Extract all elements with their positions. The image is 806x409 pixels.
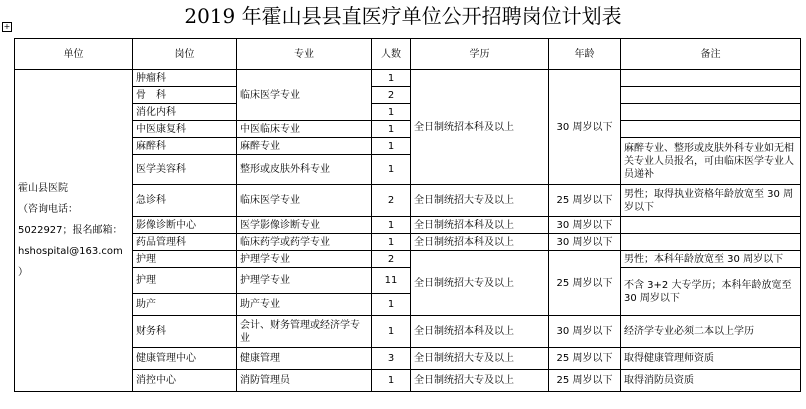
note-cell: 麻醉专业、整形或皮肤外科专业如无相关专业人员报名，可由临床医学专业人员递补: [621, 138, 801, 185]
count-cell: 11: [372, 268, 411, 294]
post-cell: 骨 科: [133, 87, 237, 104]
education-cell: 全日制统招本科及以上: [411, 70, 549, 185]
table-row: [15, 251, 801, 268]
major-cell: 护理学专业: [237, 268, 372, 294]
education-cell: 全日制统招大专及以上: [411, 348, 549, 370]
major-cell: 临床医学专业: [237, 185, 372, 217]
post-cell: 健康管理中心: [133, 348, 237, 370]
header-count: 人数: [372, 39, 411, 70]
post-cell: 影像诊断中心: [133, 217, 237, 234]
post-cell: 医学美容科: [133, 155, 237, 185]
note-cell: 男性；本科年龄放宽至 30 周岁以下: [621, 251, 801, 268]
table-row: [15, 234, 801, 251]
major-cell: 消防管理员: [237, 370, 372, 392]
education-cell: 全日制统招大专及以上: [411, 185, 549, 217]
table-row: [15, 316, 801, 348]
note-cell: [621, 87, 801, 104]
post-cell: 麻醉科: [133, 138, 237, 155]
major-cell: 护理学专业: [237, 251, 372, 268]
header-unit: 单位: [15, 39, 133, 70]
unit-cell: [15, 70, 133, 392]
header-major: 专业: [237, 39, 372, 70]
major-cell: 助产专业: [237, 294, 372, 316]
table-row: [15, 268, 801, 294]
major-cell: 会计、财务管理或经济学专业: [237, 316, 372, 348]
count-cell: 1: [372, 370, 411, 392]
note-cell: 取得健康管理师资质: [621, 348, 801, 370]
table-row: [15, 121, 801, 138]
post-cell: 财务科: [133, 316, 237, 348]
table-row: [15, 185, 801, 217]
post-cell: 护理: [133, 268, 237, 294]
note-cell: 男性；取得执业资格年龄放宽至 30 周岁以下: [621, 185, 801, 217]
table-row: [15, 348, 801, 370]
post-cell: 护理: [133, 251, 237, 268]
post-cell: 消化内科: [133, 104, 237, 121]
major-cell: 麻醉专业: [237, 138, 372, 155]
education-cell: 全日制统招大专及以上: [411, 370, 549, 392]
post-cell: 消控中心: [133, 370, 237, 392]
age-cell: 30 周岁以下: [549, 316, 621, 348]
education-cell: 全日制统招大专及以上: [411, 251, 549, 316]
count-cell: 1: [372, 121, 411, 138]
table-move-handle-icon[interactable]: +: [3, 22, 11, 31]
unit-name: 霍山县医院: [18, 183, 68, 194]
major-cell: 临床药学或药学专业: [237, 234, 372, 251]
education-cell: 全日制统招本科及以上: [411, 234, 549, 251]
table-row: [15, 138, 801, 155]
table-row: [15, 217, 801, 234]
count-cell: 1: [372, 138, 411, 155]
note-cell: [621, 104, 801, 121]
post-cell: 助产: [133, 294, 237, 316]
count-cell: 1: [372, 70, 411, 87]
note-cell: 经济学专业必须二本以上学历: [621, 316, 801, 348]
age-cell: 25 周岁以下: [549, 185, 621, 217]
table-row: [15, 104, 801, 121]
count-cell: 1: [372, 234, 411, 251]
count-cell: 2: [372, 87, 411, 104]
major-cell: 中医临床专业: [237, 121, 372, 138]
education-cell: 全日制统招本科及以上: [411, 316, 549, 348]
post-cell: 肿瘤科: [133, 70, 237, 87]
major-cell: 临床医学专业: [237, 70, 372, 121]
header-post: 岗位: [133, 39, 237, 70]
post-cell: 药品管理科: [133, 234, 237, 251]
count-cell: 3: [372, 348, 411, 370]
note-cell: [621, 121, 801, 138]
count-cell: 2: [372, 251, 411, 268]
count-cell: 1: [372, 217, 411, 234]
header-note: 备注: [621, 39, 801, 70]
post-cell: 急诊科: [133, 185, 237, 217]
note-cell: 不含 3+2 大专学历；本科年龄放宽至 30 周岁以下: [621, 268, 801, 316]
note-cell: [621, 234, 801, 251]
page-title: 2019 年霍山县县直医疗单位公开招聘岗位计划表: [184, 4, 622, 28]
unit-contact-line: 5022927；报名邮箱：: [18, 225, 123, 236]
major-cell: 医学影像诊断专业: [237, 217, 372, 234]
table-row: [15, 370, 801, 392]
count-cell: 1: [372, 155, 411, 185]
unit-email: hshospital@163.com: [18, 246, 123, 257]
major-cell: 健康管理: [237, 348, 372, 370]
age-cell: 30 周岁以下: [549, 234, 621, 251]
header-age: 年龄: [549, 39, 621, 70]
recruitment-table: [14, 38, 801, 392]
age-cell: 25 周岁以下: [549, 348, 621, 370]
note-cell: [621, 217, 801, 234]
count-cell: 1: [372, 294, 411, 316]
table-row: [15, 87, 801, 104]
age-cell: 30 周岁以下: [549, 70, 621, 185]
age-cell: 30 周岁以下: [549, 217, 621, 234]
table-row: [15, 70, 801, 87]
unit-contact-line: ）: [18, 267, 28, 278]
note-cell: 取得消防员资质: [621, 370, 801, 392]
count-cell: 2: [372, 185, 411, 217]
age-cell: 25 周岁以下: [549, 251, 621, 316]
count-cell: 1: [372, 316, 411, 348]
count-cell: 1: [372, 104, 411, 121]
age-cell: 25 周岁以下: [549, 370, 621, 392]
major-cell: 整形或皮肤外科专业: [237, 155, 372, 185]
header-education: 学历: [411, 39, 549, 70]
header-row: [15, 39, 801, 70]
note-cell: [621, 70, 801, 87]
unit-contact-line: （咨询电话：: [18, 204, 78, 215]
education-cell: 全日制统招本科及以上: [411, 217, 549, 234]
post-cell: 中医康复科: [133, 121, 237, 138]
